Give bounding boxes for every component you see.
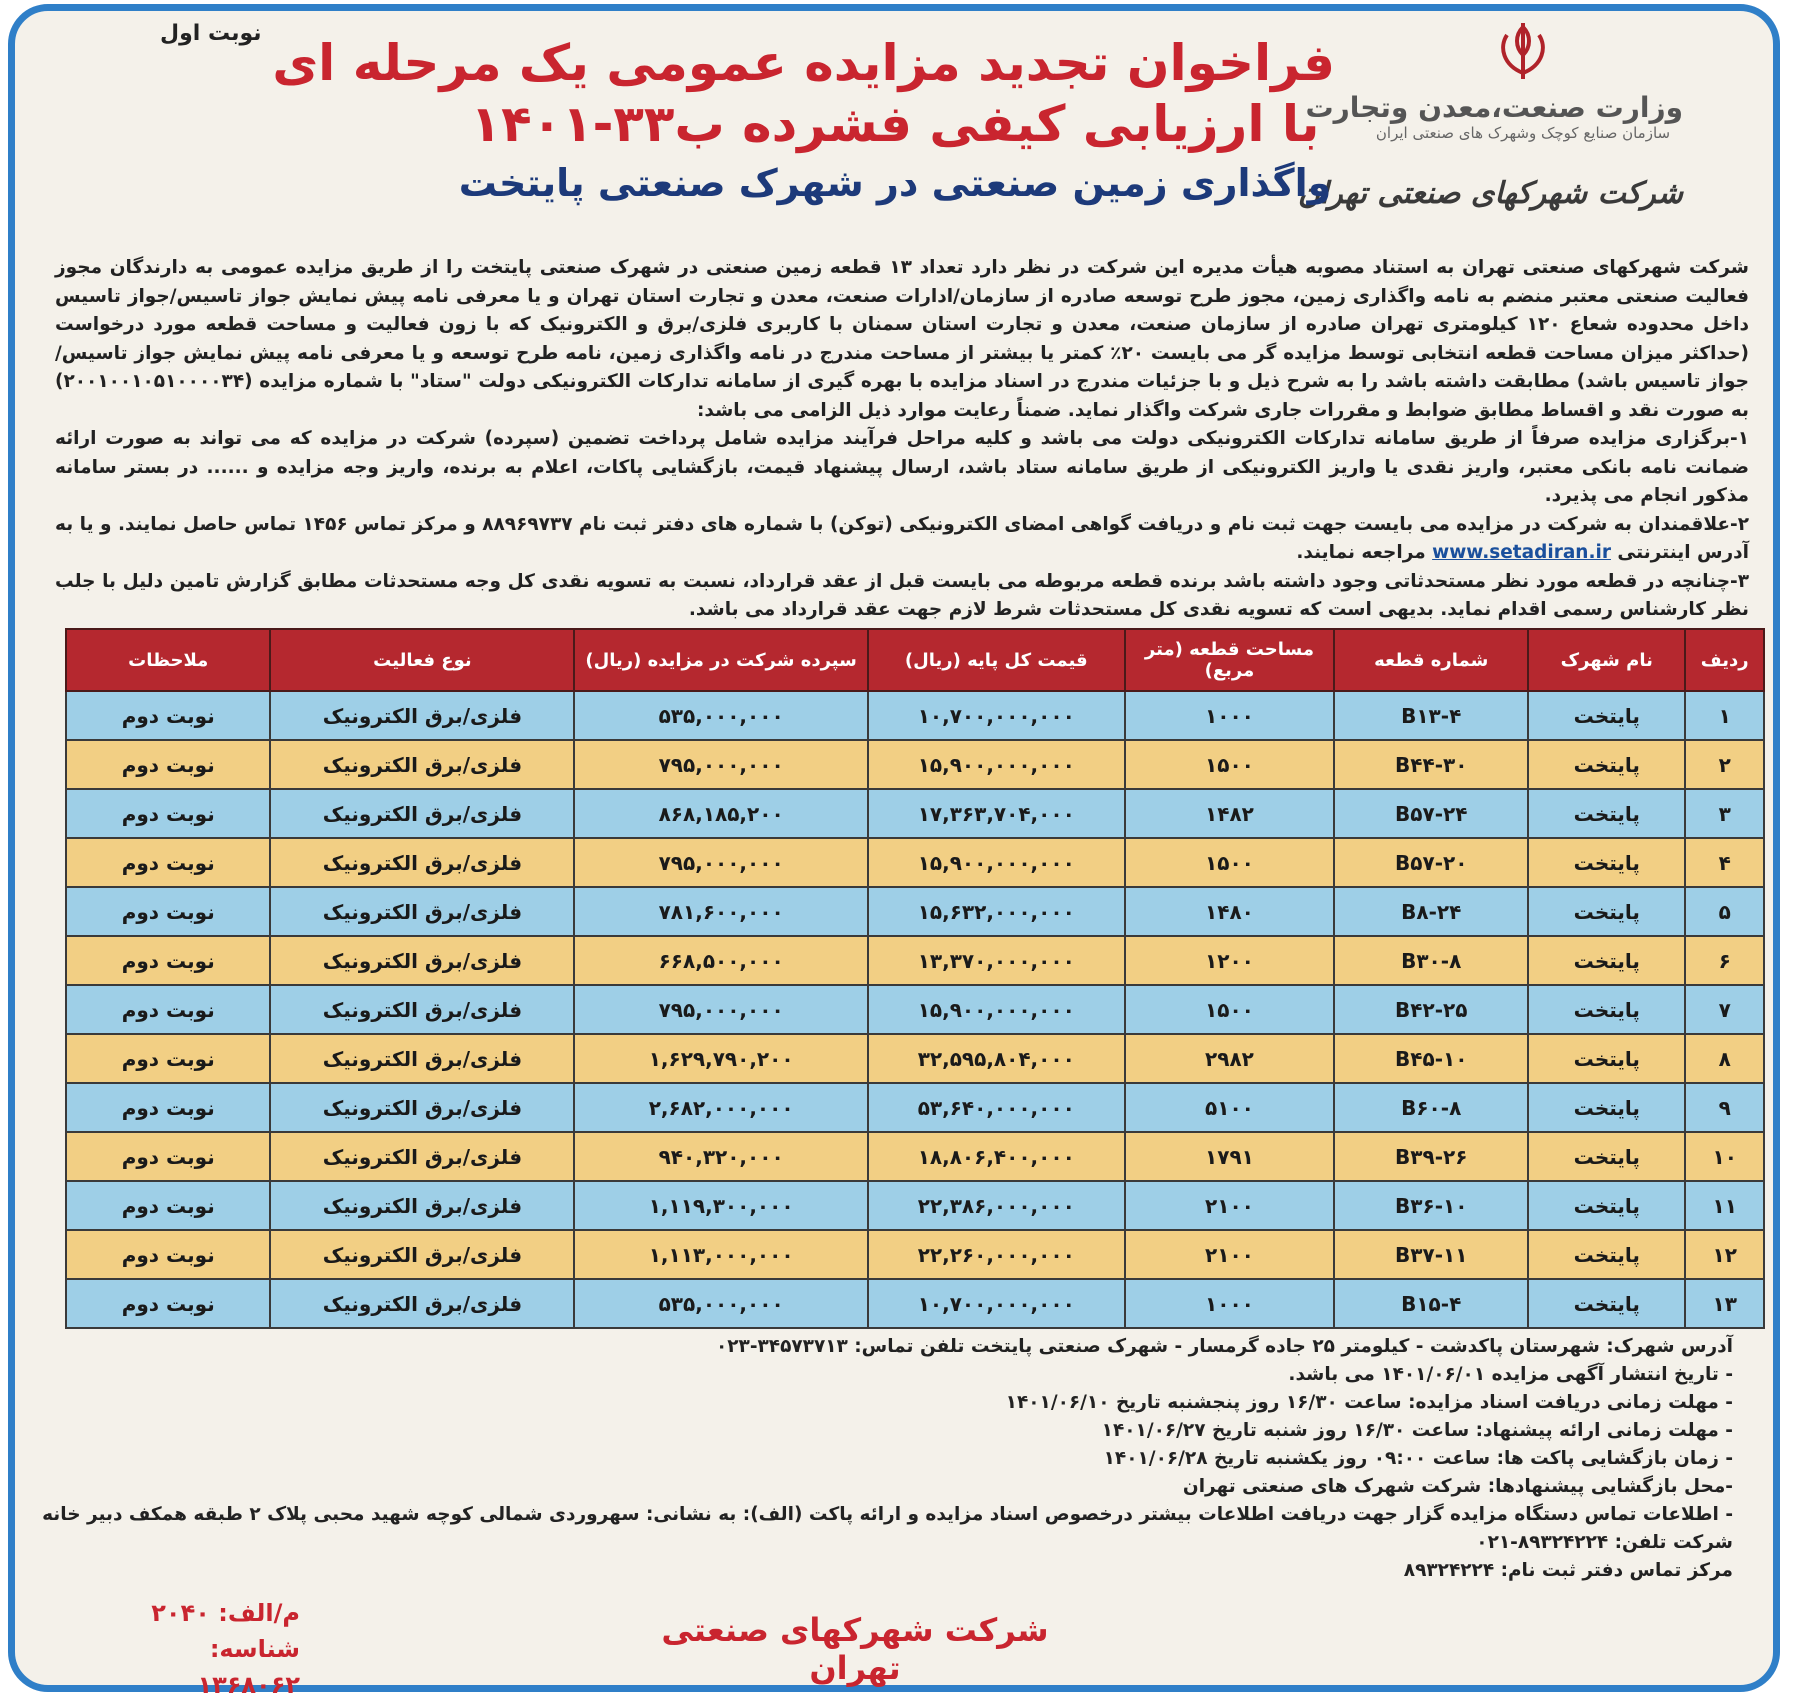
publish-date-line: - تاریخ انتشار آگهی مزایده ۱۴۰۱/۰۶/۰۱ می باشد. bbox=[1288, 1364, 1733, 1385]
organization-name: سازمان صنایع کوچک وشهرک های صنعتی ایران bbox=[1375, 124, 1671, 142]
table-cell: ۷ bbox=[1685, 985, 1764, 1034]
table-cell: ۳۲,۵۹۵,۸۰۴,۰۰۰ bbox=[868, 1034, 1125, 1083]
table-row bbox=[66, 1034, 1764, 1083]
table-cell: پایتخت bbox=[1528, 985, 1685, 1034]
table-cell: ۲,۶۸۲,۰۰۰,۰۰۰ bbox=[574, 1083, 867, 1132]
table-cell: فلزی/برق الکترونیک bbox=[270, 1181, 574, 1230]
contact-line: - اطلاعات تماس دستگاه مزایده گزار جهت دریافت اطلاعات بیشتر درخصوص اسناد مزایده و ارائه پاکت (الف): به نشانی: سهروردی شمالی کوچه شهید محبی پلاک ۲ طبقه همکف دبیر خانه شرکت تلفن: ۸۹۳۲۴۲۲۴-۰۲۱ bbox=[42, 1504, 1733, 1553]
setadiran-link[interactable]: www.setadiran.ir bbox=[1432, 542, 1611, 563]
table-cell: پایتخت bbox=[1528, 936, 1685, 985]
table-cell: نوبت دوم bbox=[66, 985, 270, 1034]
table-cell: ۲۰-B۵۷ bbox=[1334, 838, 1528, 887]
table-cell: ۲ bbox=[1685, 740, 1764, 789]
table-cell: پایتخت bbox=[1528, 838, 1685, 887]
table-cell: ۱۲۰۰ bbox=[1125, 936, 1335, 985]
table-cell: نوبت دوم bbox=[66, 1132, 270, 1181]
table-cell: ۴-B۱۳ bbox=[1334, 691, 1528, 740]
column-header: نام شهرک bbox=[1528, 629, 1685, 691]
table-row bbox=[66, 985, 1764, 1034]
advertisement-frame bbox=[8, 4, 1780, 1699]
table-cell: نوبت دوم bbox=[66, 838, 270, 887]
table-cell: پایتخت bbox=[1528, 789, 1685, 838]
opening-time-line: - زمان بازگشایی پاکت ها: ساعت ۰۹:۰۰ روز یکشنبه تاریخ ۱۴۰۱/۰۶/۲۸ bbox=[1103, 1448, 1733, 1469]
table-cell: ۸-B۳۰ bbox=[1334, 936, 1528, 985]
table-cell: ۴-B۱۵ bbox=[1334, 1279, 1528, 1328]
table-cell: ۸ bbox=[1685, 1034, 1764, 1083]
condition-item-3: ۳-چنانچه در قطعه مورد نظر مستحدثاتی وجود داشته باشد برنده قطعه مربوطه می بایست قبل از عقد قرارداد، نسبت به تسویه نقدی کل وجه مستحدثات مطابق گزارش تامین دلیل با جلب نظر کارشناس رسمی اقدام نماید. بدیهی است که تسویه نقدی کل مستحدثات شرط لازم جهت عقد قرارداد می باشد. bbox=[55, 570, 1749, 620]
intro-text bbox=[55, 254, 1749, 625]
footer-info bbox=[33, 1333, 1733, 1585]
table-cell: پایتخت bbox=[1528, 1132, 1685, 1181]
column-header: قیمت کل پایه (ریال) bbox=[868, 629, 1125, 691]
table-cell: ۲۱۰۰ bbox=[1125, 1181, 1335, 1230]
table-row bbox=[66, 1132, 1764, 1181]
table-cell: ۱۰,۷۰۰,۰۰۰,۰۰۰ bbox=[868, 691, 1125, 740]
table-cell: ۱۵,۶۳۲,۰۰۰,۰۰۰ bbox=[868, 887, 1125, 936]
table-cell: ۱۵۰۰ bbox=[1125, 838, 1335, 887]
table-cell: ۱۵,۹۰۰,۰۰۰,۰۰۰ bbox=[868, 985, 1125, 1034]
table-cell: نوبت دوم bbox=[66, 789, 270, 838]
offer-deadline-line: - مهلت زمانی ارائه پیشنهاد: ساعت ۱۶/۳۰ روز شنبه تاریخ ۱۴۰۱/۰۶/۲۷ bbox=[1101, 1420, 1733, 1441]
table-cell: ۵ bbox=[1685, 887, 1764, 936]
table-cell: ۷۹۵,۰۰۰,۰۰۰ bbox=[574, 838, 867, 887]
table-cell: ۱۸,۸۰۶,۴۰۰,۰۰۰ bbox=[868, 1132, 1125, 1181]
table-cell: ۱ bbox=[1685, 691, 1764, 740]
table-cell: ۱۴۸۰ bbox=[1125, 887, 1335, 936]
table-cell: نوبت دوم bbox=[66, 1034, 270, 1083]
table-cell: نوبت دوم bbox=[66, 1279, 270, 1328]
table-cell: ۹ bbox=[1685, 1083, 1764, 1132]
condition-item-2-end: مراجعه نمایند. bbox=[1296, 542, 1426, 563]
table-cell: نوبت دوم bbox=[66, 936, 270, 985]
table-row bbox=[66, 1181, 1764, 1230]
ad-id: شناسه: ۱۳۶۸۰۶۲ bbox=[197, 1635, 300, 1699]
registration-contact-line: مرکز تماس دفتر ثبت نام: ۸۹۳۲۴۲۲۴ bbox=[1403, 1560, 1733, 1581]
table-cell: ۷۹۵,۰۰۰,۰۰۰ bbox=[574, 740, 867, 789]
table-cell: فلزی/برق الکترونیک bbox=[270, 740, 574, 789]
title-block bbox=[272, 33, 1335, 211]
table-cell: ۱۰-B۳۶ bbox=[1334, 1181, 1528, 1230]
intro-paragraph: شرکت شهرکهای صنعتی تهران به استناد مصوبه هیأت مدیره این شرکت در نظر دارد تعداد ۱۳ قطعه زمین صنعتی در شهرک صنعتی پایتخت را از طریق مزایده عمومی به دارندگان مجوز فعالیت صنعتی معتبر منضم به نامه واگذاری زمین، مجوز طرح توسعه صادره از سازمان/ادارات صنعت، معدن و تجارت استان تهران و یا معرفی نامه پیش نمایش جواز تاسیس/جواز تاسیس داخل محدوده شعاع ۱۲۰ کیلومتری تهران صادره از سازمان صنعت، معدن و تجارت استان سمنان با کاربری فلزی/برق و الکترونیک که با زون فعالیت و مساحت قطعه مورد درخواست (حداکثر میزان مساحت قطعه انتخابی توسط مزایده گر می بایست ۲۰٪ کمتر یا بیشتر از مساحت مندرج در نامه واگذاری زمین، نامه طرح توسعه و یا معرفی نامه پیش نمایش جواز تاسیس/ جواز تاسیس باشد) مطابقت داشته باشد را به شرح ذیل و با جزئیات مندرج در اسناد مزایده با بهره گیری از سامانه تدارکات الکترونیکی دولت "ستاد" با شماره مزایده (۲۰۰۱۰۰۱۰۵۱۰۰۰۰۳۴) به صورت نقد و اقساط مطابق ضوابط و مقررات جاری شرکت واگذار نماید. ضمناً رعایت موارد ذیل الزامی می باشد: bbox=[55, 257, 1749, 421]
company-logo bbox=[1297, 146, 1683, 241]
table-cell: نوبت دوم bbox=[66, 887, 270, 936]
condition-item-1: ۱-برگزاری مزایده صرفاً از طریق سامانه تدارکات الکترونیکی دولت می باشد و کلیه مراحل فرآیند مزایده شامل پرداخت تضمین (سپرده) شرکت در مزایده که می تواند به صورت ارائه ضمانت نامه بانکی معتبر، واریز نقدی یا واریز الکترونیکی از طریق سامانه ستاد باشد، ارسال پیشنهاد قیمت، بازگشایی پاکات، اعلام به برنده، واریز وجه مزایده و ...... در بستر سامانه مذکور انجام می پذیرد. bbox=[55, 428, 1749, 506]
table-cell: ۷۹۵,۰۰۰,۰۰۰ bbox=[574, 985, 867, 1034]
table-row bbox=[66, 1083, 1764, 1132]
table-cell: ۱۷۹۱ bbox=[1125, 1132, 1335, 1181]
table-cell: ۱۳,۳۷۰,۰۰۰,۰۰۰ bbox=[868, 936, 1125, 985]
table-cell: پایتخت bbox=[1528, 1279, 1685, 1328]
table-cell: ۵۳۵,۰۰۰,۰۰۰ bbox=[574, 1279, 867, 1328]
table-cell: ۵۱۰۰ bbox=[1125, 1083, 1335, 1132]
table-row bbox=[66, 887, 1764, 936]
table-cell: پایتخت bbox=[1528, 1230, 1685, 1279]
company-logo-text: شرکت شهرکهای صنعتی تهران bbox=[1297, 176, 1683, 211]
table-cell: ۵۳,۶۴۰,۰۰۰,۰۰۰ bbox=[868, 1083, 1125, 1132]
table-cell: ۳۰-B۴۴ bbox=[1334, 740, 1528, 789]
table-cell: فلزی/برق الکترونیک bbox=[270, 887, 574, 936]
table-cell: ۱۱ bbox=[1685, 1181, 1764, 1230]
table-cell: ۲۴-B۵۷ bbox=[1334, 789, 1528, 838]
table-cell: ۱۵,۹۰۰,۰۰۰,۰۰۰ bbox=[868, 838, 1125, 887]
table-cell: فلزی/برق الکترونیک bbox=[270, 789, 574, 838]
ministry-header bbox=[1305, 21, 1683, 142]
docs-deadline-line: - مهلت زمانی دریافت اسناد مزایده: ساعت ۱۶/۳۰ روز پنجشنبه تاریخ ۱۴۰۱/۰۶/۱۰ bbox=[1005, 1392, 1733, 1413]
table-cell: پایتخت bbox=[1528, 887, 1685, 936]
land-allocation-title: واگذاری زمین صنعتی در شهرک صنعتی پایتخت bbox=[458, 161, 1332, 205]
table-cell: فلزی/برق الکترونیک bbox=[270, 838, 574, 887]
table-cell: ۱۱-B۳۷ bbox=[1334, 1230, 1528, 1279]
table-row bbox=[66, 838, 1764, 887]
table-cell: ۸-B۶۰ bbox=[1334, 1083, 1528, 1132]
table-cell: فلزی/برق الکترونیک bbox=[270, 1034, 574, 1083]
table-cell: فلزی/برق الکترونیک bbox=[270, 1132, 574, 1181]
column-header: شماره قطعه bbox=[1334, 629, 1528, 691]
table-cell: پایتخت bbox=[1528, 1083, 1685, 1132]
table-cell: ۱۵,۹۰۰,۰۰۰,۰۰۰ bbox=[868, 740, 1125, 789]
table-cell: ۱۰,۷۰۰,۰۰۰,۰۰۰ bbox=[868, 1279, 1125, 1328]
table-cell: نوبت دوم bbox=[66, 691, 270, 740]
table-row bbox=[66, 789, 1764, 838]
table-cell: ۲۶-B۳۹ bbox=[1334, 1132, 1528, 1181]
table-cell: ۲۹۸۲ bbox=[1125, 1034, 1335, 1083]
condition-item-2 bbox=[55, 511, 1749, 568]
table-row bbox=[66, 936, 1764, 985]
table-cell: نوبت دوم bbox=[66, 1083, 270, 1132]
table-cell: ۵۳۵,۰۰۰,۰۰۰ bbox=[574, 691, 867, 740]
table-cell: ۱۴۸۲ bbox=[1125, 789, 1335, 838]
table-cell: ۲۵-B۴۲ bbox=[1334, 985, 1528, 1034]
column-header: سپرده شرکت در مزایده (ریال) bbox=[574, 629, 867, 691]
table-cell: پایتخت bbox=[1528, 1034, 1685, 1083]
table-row bbox=[66, 691, 1764, 740]
main-subtitle: با ارزیابی کیفی فشرده ب۳۳-۱۴۰۱ bbox=[470, 95, 1320, 153]
table-cell: فلزی/برق الکترونیک bbox=[270, 985, 574, 1034]
table-cell: ۴ bbox=[1685, 838, 1764, 887]
table-cell: ۱۰-B۴۵ bbox=[1334, 1034, 1528, 1083]
table-cell: ۱,۱۱۹,۳۰۰,۰۰۰ bbox=[574, 1181, 867, 1230]
table-cell: فلزی/برق الکترونیک bbox=[270, 691, 574, 740]
table-cell: پایتخت bbox=[1528, 691, 1685, 740]
table-cell: ۲۲,۲۶۰,۰۰۰,۰۰۰ bbox=[868, 1230, 1125, 1279]
ad-code-box bbox=[110, 1595, 300, 1703]
table-cell: نوبت دوم bbox=[66, 740, 270, 789]
table-cell: فلزی/برق الکترونیک bbox=[270, 1279, 574, 1328]
table-cell: ۱,۱۱۳,۰۰۰,۰۰۰ bbox=[574, 1230, 867, 1279]
column-header: نوع فعالیت bbox=[270, 629, 574, 691]
table-cell: ۱۳ bbox=[1685, 1279, 1764, 1328]
table-cell: فلزی/برق الکترونیک bbox=[270, 1230, 574, 1279]
table-cell: ۲۴-B۸ bbox=[1334, 887, 1528, 936]
table-cell: ۱۰ bbox=[1685, 1132, 1764, 1181]
table-cell: ۱۰۰۰ bbox=[1125, 691, 1335, 740]
table-cell: ۲۱۰۰ bbox=[1125, 1230, 1335, 1279]
table-row bbox=[66, 740, 1764, 789]
table-header-row bbox=[66, 629, 1764, 691]
table-cell: ۱۵۰۰ bbox=[1125, 985, 1335, 1034]
table-cell: ۱۷,۳۶۳,۷۰۴,۰۰۰ bbox=[868, 789, 1125, 838]
table-row bbox=[66, 1230, 1764, 1279]
round-label: نوبت اول bbox=[160, 21, 262, 46]
table-cell: ۶ bbox=[1685, 936, 1764, 985]
main-title: فراخوان تجدید مزایده عمومی یک مرحله ای bbox=[272, 34, 1335, 92]
opening-place-line: -محل بازگشایی پیشنهادها: شرکت شهرک های صنعتی تهران bbox=[1182, 1476, 1733, 1497]
table-cell: ۹۴۰,۳۲۰,۰۰۰ bbox=[574, 1132, 867, 1181]
ad-code: م/الف: ۲۰۴۰ bbox=[151, 1599, 300, 1627]
table-cell: ۱۵۰۰ bbox=[1125, 740, 1335, 789]
address-line: آدرس شهرک: شهرستان پاکدشت - کیلومتر ۲۵ جاده گرمسار - شهرک صنعتی پایتخت تلفن تماس: ۳۴۵۷۳۷۱۳-۰۲۳ bbox=[715, 1336, 1733, 1357]
table-cell: پایتخت bbox=[1528, 1181, 1685, 1230]
table-cell: نوبت دوم bbox=[66, 1230, 270, 1279]
table-cell: نوبت دوم bbox=[66, 1181, 270, 1230]
lots-table-body bbox=[66, 691, 1764, 1328]
table-cell: فلزی/برق الکترونیک bbox=[270, 936, 574, 985]
column-header: ردیف bbox=[1685, 629, 1764, 691]
company-signature: شرکت شهرکهای صنعتی تهران bbox=[661, 1611, 1049, 1687]
table-cell: ۷۸۱,۶۰۰,۰۰۰ bbox=[574, 887, 867, 936]
table-cell: ۱,۶۲۹,۷۹۰,۲۰۰ bbox=[574, 1034, 867, 1083]
ministry-name: وزارت صنعت،معدن وتجارت bbox=[1305, 91, 1683, 124]
table-cell: ۱۲ bbox=[1685, 1230, 1764, 1279]
table-cell: پایتخت bbox=[1528, 740, 1685, 789]
table-cell: ۱۰۰۰ bbox=[1125, 1279, 1335, 1328]
lots-table bbox=[65, 628, 1765, 1329]
column-header: مساحت قطعه (متر مربع) bbox=[1125, 629, 1335, 691]
iran-emblem-icon bbox=[1493, 21, 1553, 85]
condition-item-2-text: ۲-علاقمندان به شرکت در مزایده می بایست جهت ثبت نام و دریافت گواهی امضای الکترونیکی (توکن) با شماره های دفتر ثبت نام ۸۸۹۶۹۷۳۷ و مرکز تماس ۱۴۵۶ تماس حاصل نمایند. و یا به آدرس اینترنتی bbox=[55, 513, 1749, 563]
column-header: ملاحظات bbox=[66, 629, 270, 691]
table-cell: ۶۶۸,۵۰۰,۰۰۰ bbox=[574, 936, 867, 985]
table-cell: فلزی/برق الکترونیک bbox=[270, 1083, 574, 1132]
table-row bbox=[66, 1279, 1764, 1328]
table-cell: ۲۲,۳۸۶,۰۰۰,۰۰۰ bbox=[868, 1181, 1125, 1230]
table-cell: ۳ bbox=[1685, 789, 1764, 838]
table-cell: ۸۶۸,۱۸۵,۲۰۰ bbox=[574, 789, 867, 838]
